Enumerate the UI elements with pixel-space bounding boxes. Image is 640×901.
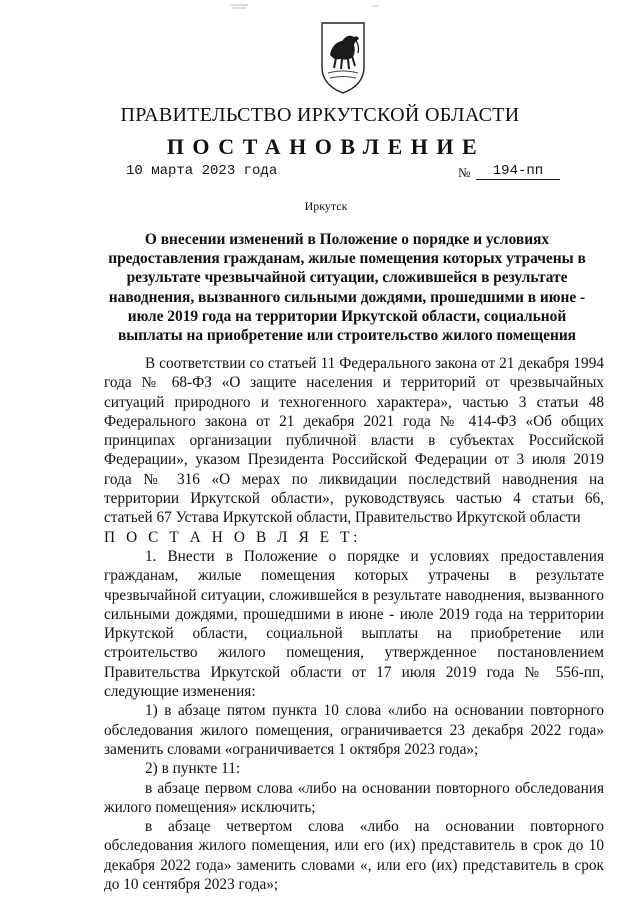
document-type: ПОСТАНОВЛЕНИЕ bbox=[166, 134, 486, 159]
organization-name: ПРАВИТЕЛЬСТВО ИРКУТСКОЙ ОБЛАСТИ bbox=[120, 104, 520, 126]
number-sign: № bbox=[458, 165, 471, 180]
decree-word: П О С Т А Н О В Л Я Е Т: bbox=[104, 528, 361, 546]
item-1-1-paragraph: 1) в абзаце пятом пункта 10 слова «либо на основании повторного обследования жилого помещения, ограничивается 23 декабря 2022 года» заменить словами «ограничивается 1 октября 2023 года»; bbox=[104, 702, 604, 758]
document-number: 194-пп bbox=[476, 163, 560, 180]
document-date: 10 марта 2023 года bbox=[126, 163, 278, 179]
item-1-2b-paragraph: в абзаце четвертом слова «либо на основании повторного обследования жилого помещения, или его (их) представитель в срок до 10 декабря 2022 года» заменить словами «, или его (их) представитель в срок до 10 сентября 2023 года»; bbox=[104, 818, 604, 894]
city-name: Иркутск bbox=[304, 199, 348, 213]
item-1-paragraph: 1. Внести в Положение о порядке и условиях предоставления гражданам, жилые помещения которых утрачены в результате чрезвычайной ситуации, сложившейся в результате наводнения, вызванного сильными дождями, прошедшими в июне - июле 2019 года на территории Иркутской области, социальной выплаты на приобретение или строительство жилого помещения, утвержденное постановлением Правительства Иркутской области от 17 июля 2019 года № 556-пп, следующие изменения: bbox=[104, 547, 604, 701]
preamble-paragraph: В соответствии со статьей 11 Федерального закона от 21 декабря 1994 года № 68-ФЗ «О защите населения и территорий от чрезвычайных ситуаций природного и техногенного характера», частью 3 статьи 48 Федерального закона от 21 декабря 2021 года № 414-ФЗ «Об общих принципах организации публичной власти в субъектах Российской Федерации», указом Президента Российской Федерации от 3 июля 2019 года № 316 «О мерах по ликвидации последствий наводнения на территории Иркутской области», руководствуясь частью 4 статьи 66, статьей 67 Устава Иркутской области, Правительство Иркутской области bbox=[104, 355, 604, 527]
item-1-2a-paragraph: в абзаце первом слова «либо на основании повторного обследования жилого помещения» исключить; bbox=[104, 779, 604, 816]
item-1-2-paragraph: 2) в пункте 11: bbox=[145, 760, 241, 778]
document-title: О внесении изменений в Положение о порядке и условиях предоставления гражданам, жилые помещения которых утрачены в результате чрезвычайной ситуации, сложившейся в результате наводнения, вызванного сильными дождями, прошедшими в июне - июле 2019 года на территории Иркутской области, социальной выплаты на приобретение или строительство жилого помещения bbox=[108, 231, 586, 345]
